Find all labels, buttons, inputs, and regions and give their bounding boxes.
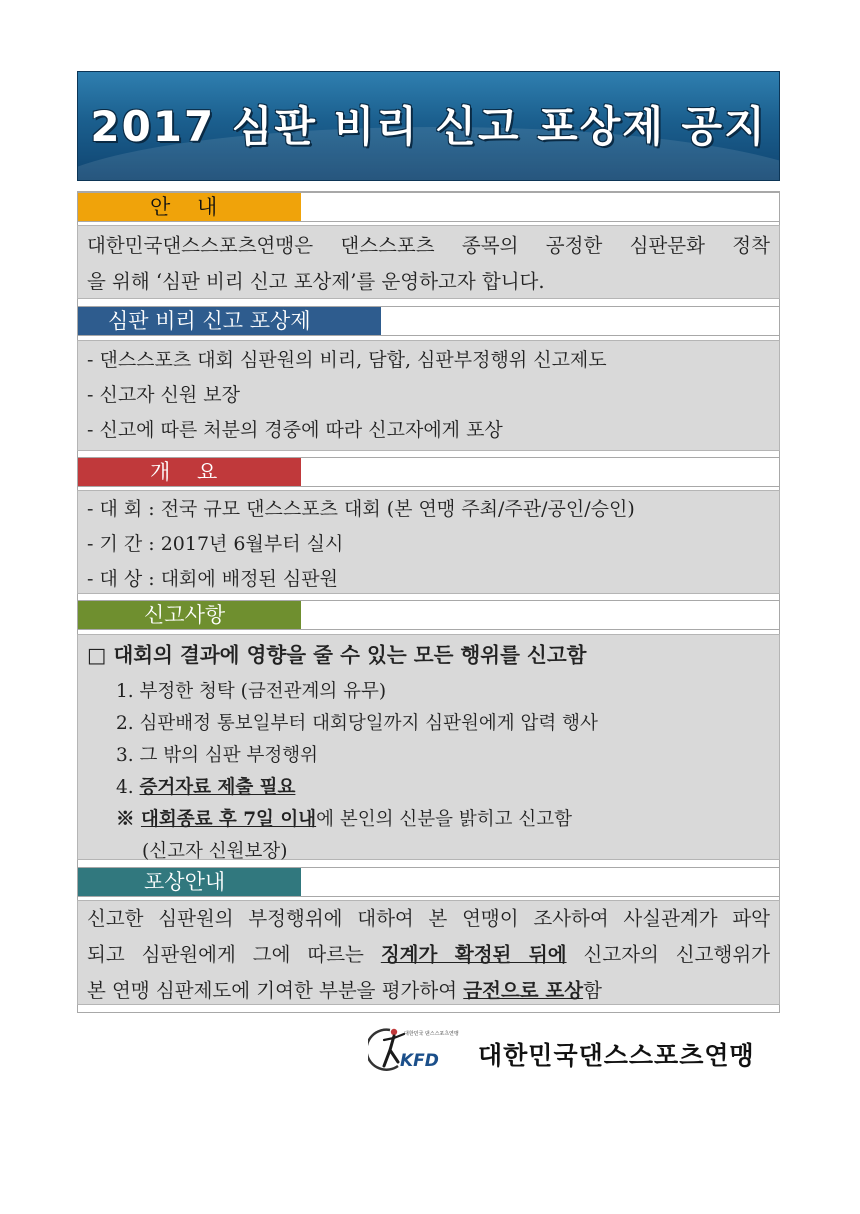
reward-line-2: [87, 937, 770, 973]
reward-line-3-a: 본 연맹 심판제도에 기여한 부분을 평가하여: [87, 979, 464, 1002]
intro-body: [77, 225, 780, 299]
reward-body: [77, 900, 780, 1005]
logo-small-text: 대한민국 댄스스포츠연맹: [404, 1031, 459, 1037]
report-body: [77, 634, 780, 860]
program-line-1: - 댄스스포츠 대회 심판원의 비리, 담합, 심판부정행위 신고제도: [87, 349, 607, 371]
overview-tab: [78, 458, 301, 486]
section-header-intro: [77, 192, 780, 222]
reward-line-3: [87, 973, 770, 1009]
title-banner: [77, 71, 780, 181]
reward-line-3-emphasis: 금전으로 포상: [463, 979, 584, 1002]
program-line-2: - 신고자 신원 보장: [87, 384, 241, 406]
overview-line-2: - 기 간 : 2017년 6월부터 실시: [87, 533, 344, 555]
organization-name: 대한민국댄스스포츠연맹: [478, 1041, 755, 1070]
reward-line-3-b: 함: [583, 979, 602, 1002]
report-item-4-number: 4.: [116, 777, 140, 798]
overview-line-1: - 대 회 : 전국 규모 댄스스포츠 대회 (본 연맹 주최/주관/공인/승인): [87, 498, 635, 520]
report-headline: □ 대회의 결과에 영향을 줄 수 있는 모든 행위를 신고함: [87, 643, 587, 667]
note-mark: ※: [116, 809, 141, 830]
logo-text: KFD: [400, 1051, 439, 1071]
reward-line-2-a: 되고 심판원에게 그에 따르는: [87, 943, 381, 966]
section-header-reward: [77, 867, 780, 897]
overview-heading: 개 요: [150, 460, 218, 484]
program-tab: [78, 307, 381, 335]
reward-tab: [78, 868, 301, 896]
intro-heading: 안 내: [150, 195, 218, 219]
report-item-1: 1. 부정한 청탁 (금전관계의 유무): [116, 681, 387, 702]
program-body: [77, 340, 780, 451]
report-item-2: 2. 심판배정 통보일부터 대회당일까지 심판원에게 압력 행사: [116, 713, 598, 734]
intro-tab: [78, 193, 301, 221]
section-header-overview: [77, 457, 780, 487]
report-tab: [78, 601, 301, 629]
reward-line-1: 신고한 심판원의 부정행위에 대하여 본 연맹이 조사하여 사실관계가 파악: [87, 907, 770, 930]
report-heading: 신고사항: [144, 603, 226, 627]
page-title: 2017 심판 비리 신고 포상제 공지: [90, 102, 767, 151]
note-emphasis: 대회종료 후 7일 이내: [140, 809, 317, 830]
program-heading: 심판 비리 신고 포상제: [108, 309, 311, 333]
section-header-report: [77, 600, 780, 630]
reward-line-2-b: 신고자의 신고행위가: [566, 943, 770, 966]
report-note: [116, 805, 572, 831]
intro-paragraph: [87, 228, 770, 300]
report-item-3: 3. 그 밖의 심판 부정행위: [116, 745, 319, 766]
reward-paragraph: [87, 901, 770, 1009]
report-item-4: [116, 773, 295, 799]
reward-heading: 포상안내: [144, 870, 226, 894]
report-note-sub: (신고자 신원보장): [142, 841, 288, 862]
intro-line-2: 을 위해 ‘심판 비리 신고 포상제’를 운영하고자 합니다.: [87, 270, 545, 293]
overview-body: [77, 490, 780, 594]
overview-line-3: - 대 상 : 대회에 배정된 심판원: [87, 568, 338, 590]
kfd-logo-icon: [368, 1022, 468, 1072]
intro-line-1: 대한민국댄스스포츠연맹은 댄스스포츠 종목의 공정한 심판문화 정착: [87, 234, 770, 257]
report-item-4-emphasis: 증거자료 제출 필요: [139, 777, 296, 798]
note-rest: 에 본인의 신분을 밝히고 신고함: [316, 809, 572, 830]
program-line-3: - 신고에 따른 처분의 경중에 따라 신고자에게 포상: [87, 419, 503, 441]
section-header-program: [77, 306, 780, 336]
reward-line-2-emphasis: 징계가 확정된 뒤에: [380, 943, 567, 966]
